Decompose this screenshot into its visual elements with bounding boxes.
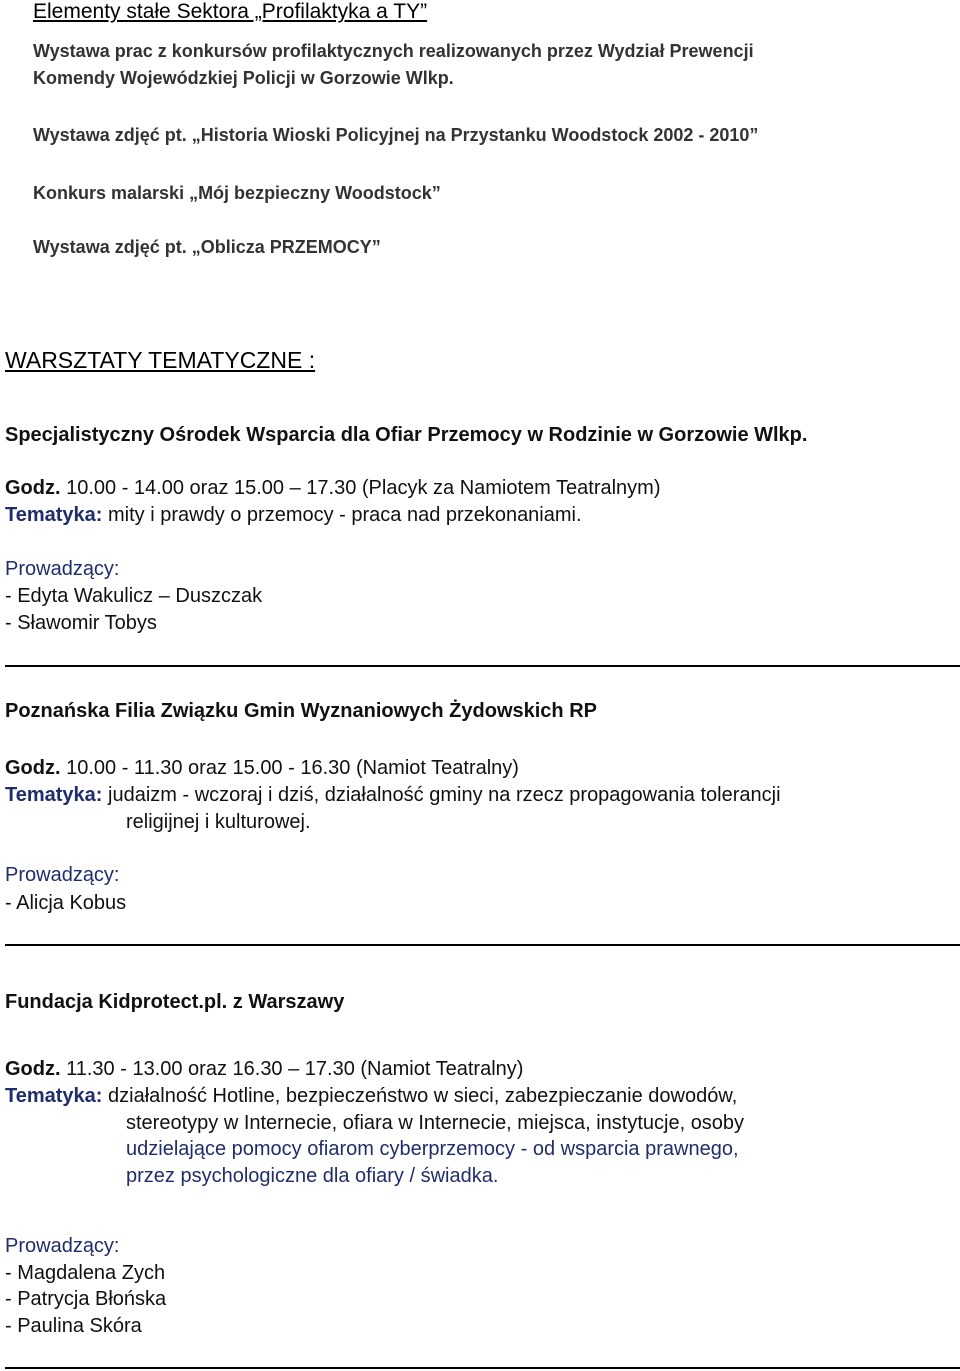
workshop-3-leader: - Patrycja Błońska (5, 1288, 167, 1310)
workshop-1-time (5, 477, 661, 500)
topic-label: Tematyka: (5, 504, 103, 526)
workshop-3-topic (5, 1085, 737, 1108)
fixed-item-exhibition-line2: Komendy Wojewódzkiej Policji w Gorzowie Wlkp. (33, 68, 454, 88)
workshop-3-topic-continuation: przez psychologiczne dla ofiary / świadka. (126, 1165, 499, 1187)
fixed-item-painting-contest: Konkurs malarski „Mój bezpieczny Woodstock” (33, 183, 441, 203)
workshop-2-topic (5, 784, 781, 807)
workshop-3-leader: - Paulina Skóra (5, 1315, 142, 1337)
section-divider (5, 944, 960, 946)
workshop-2-leaders-label: Prowadzący: (5, 864, 120, 886)
topic-line: działalność Hotline, bezpieczeństwo w sieci, zabezpieczanie dowodów, (102, 1085, 738, 1107)
workshop-3-leader: - Magdalena Zych (5, 1262, 166, 1284)
workshop-1-leader: - Sławomir Tobys (5, 612, 157, 634)
topic-line: judaizm - wczoraj i dziś, działalność gminy na rzecz propagowania tolerancji (102, 784, 781, 806)
time-label: Godz. (5, 757, 61, 779)
workshops-header: WARSZTATY TEMATYCZNE : (5, 347, 316, 373)
topic-label: Tematyka: (5, 784, 103, 806)
fixed-item-exhibition-line1: Wystawa prac z konkursów profilaktycznych realizowanych przez Wydział Prewencji (33, 41, 754, 61)
workshop-1-topic (5, 504, 582, 527)
topic-line: mity i prawdy o przemocy - praca nad przekonaniami. (102, 504, 582, 526)
workshop-3-topic-continuation: udzielające pomocy ofiarom cyberprzemocy - od wsparcia prawnego, (126, 1138, 739, 1160)
workshop-3-time (5, 1058, 523, 1081)
workshop-3-leaders-label: Prowadzący: (5, 1235, 120, 1257)
topic-label: Tematyka: (5, 1085, 103, 1107)
fixed-item-photo-violence: Wystawa zdjęć pt. „Oblicza PRZEMOCY” (33, 237, 381, 257)
workshop-3-organizer: Fundacja Kidprotect.pl. z Warszawy (5, 991, 345, 1013)
section-divider (5, 665, 960, 667)
workshop-2-leader: - Alicja Kobus (5, 892, 127, 914)
workshop-1-leaders-label: Prowadzący: (5, 558, 120, 580)
fixed-item-photo-history: Wystawa zdjęć pt. „Historia Wioski Policyjnej na Przystanku Woodstock 2002 - 2010” (33, 125, 759, 145)
workshop-2-organizer: Poznańska Filia Związku Gmin Wyznaniowych Żydowskich RP (5, 700, 597, 722)
time-value: 11.30 - 13.00 oraz 16.30 – 17.30 (Namiot Teatralny) (60, 1058, 524, 1080)
time-value: 10.00 - 14.00 oraz 15.00 – 17.30 (Placyk za Namiotem Teatralnym) (60, 477, 661, 499)
workshop-2-topic-continuation: religijnej i kulturowej. (126, 811, 311, 833)
workshop-2-time (5, 757, 519, 780)
workshop-1-leader: - Edyta Wakulicz – Duszczak (5, 585, 263, 607)
workshop-3-topic-continuation: stereotypy w Internecie, ofiara w Internecie, miejsca, instytucje, osoby (126, 1112, 745, 1134)
time-label: Godz. (5, 1058, 61, 1080)
fixed-section-title: Elementy stałe Sektora „Profilaktyka a TY” (33, 0, 428, 23)
section-divider (5, 1367, 960, 1369)
time-value: 10.00 - 11.30 oraz 15.00 - 16.30 (Namiot Teatralny) (60, 757, 519, 779)
workshop-1-organizer: Specjalistyczny Ośrodek Wsparcia dla Ofiar Przemocy w Rodzinie w Gorzowie Wlkp. (5, 424, 808, 446)
time-label: Godz. (5, 477, 61, 499)
